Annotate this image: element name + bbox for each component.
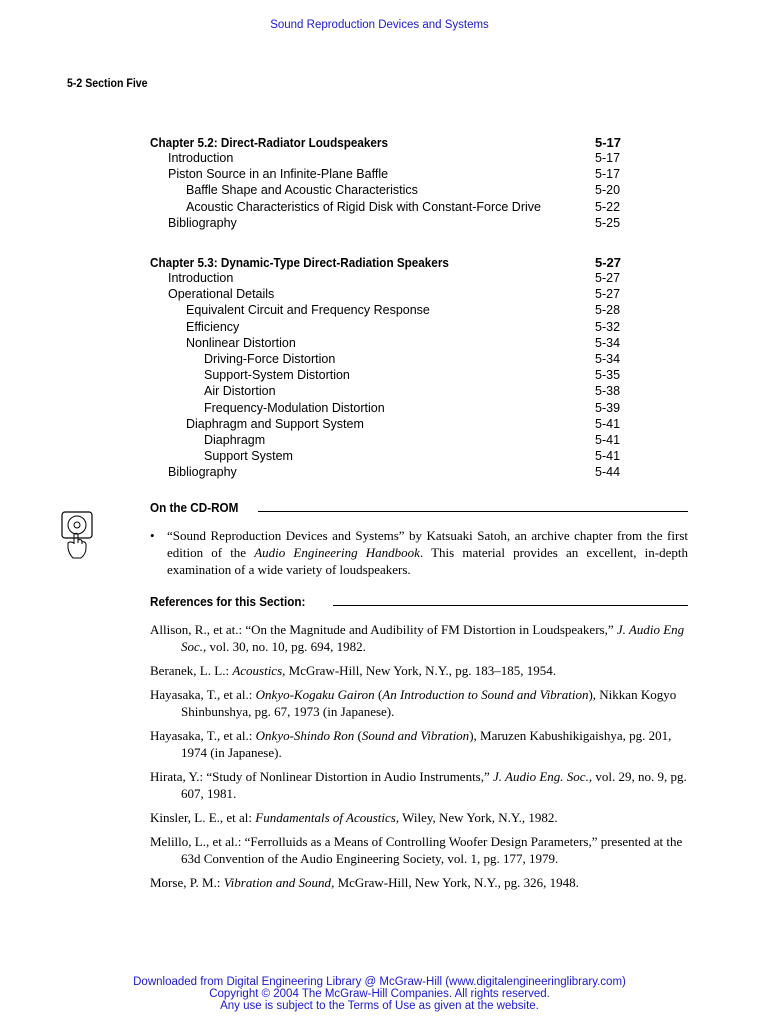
toc-entry: Driving-Force Distortion 5-34 <box>204 351 621 366</box>
footer-line-3[interactable]: Any use is subject to the Terms of Use as given at the website. <box>220 1000 539 1012</box>
toc-entry: Operational Details 5-27 <box>168 287 621 302</box>
footer-line-1[interactable]: Downloaded from Digital Engineering Library @ McGraw-Hill (www.digitalengineeringlibrary.com) <box>133 976 626 988</box>
reference-item: Beranek, L. L.: Acoustics, McGraw-Hill, New York, N.Y., pg. 183–185, 1954. <box>150 663 556 678</box>
reference-item: Morse, P. M.: Vibration and Sound, McGraw-Hill, New York, N.Y., pg. 326, 1948. <box>150 875 579 890</box>
toc-entry: Air Distortion 5-38 <box>204 384 621 399</box>
running-header-link[interactable]: Sound Reproduction Devices and Systems <box>270 19 489 31</box>
footer-line-2: Copyright © 2004 The McGraw-Hill Companies. All rights reserved. <box>209 988 550 1000</box>
reference-item: Melillo, L., et al.: “Ferrolluids as a Means of Controlling Woofer Design Parameters,” presented at the 63d Convention of the Audio Engineering Society, vol. 1, pg. 177, 1979. <box>150 834 683 866</box>
reference-item: Hayasaka, T., et al.: Onkyo-Kogaku Gairon (An Introduction to Sound and Vibration), Nikkan Kogyo Shinbunshya, pg. 67, 1973 (in Japanese). <box>150 687 677 719</box>
toc-entry: Equivalent Circuit and Frequency Response 5-28 <box>186 303 621 318</box>
toc-entry: Support System 5-41 <box>204 449 621 464</box>
toc-entry: Efficiency 5-32 <box>186 319 621 334</box>
toc-entry: Piston Source in an Infinite-Plane Baffle 5-17 <box>168 167 621 182</box>
footer <box>0 976 759 1012</box>
toc-entry: Nonlinear Distortion 5-34 <box>186 335 621 350</box>
heading-rule <box>258 511 688 512</box>
section-label: 5-2 Section Five <box>67 78 148 90</box>
toc-chapter-5-2 <box>150 128 622 231</box>
references-list <box>150 621 688 898</box>
cdrom-heading: On the CD-ROM <box>150 500 688 515</box>
toc-chapter-5-3 <box>150 248 622 480</box>
reference-item: Hirata, Y.: “Study of Nonlinear Distortion in Audio Instruments,” J. Audio Eng. Soc., vol. 29, no. 9, pg. 607, 1981. <box>150 769 687 801</box>
toc-entry: Introduction 5-17 <box>168 151 621 165</box>
references-heading: References for this Section: <box>150 594 688 609</box>
reference-item: Kinsler, L. E., et al: Fundamentals of Acoustics, Wiley, New York, N.Y., 1982. <box>150 810 558 825</box>
toc-entry: Diaphragm 5-41 <box>204 432 621 447</box>
toc-entry: Bibliography 5-44 <box>168 465 621 480</box>
toc-entry: Support-System Distortion 5-35 <box>204 368 621 383</box>
toc-entry: Frequency-Modulation Distortion 5-39 <box>204 400 621 415</box>
cdrom-item: • “Sound Reproduction Devices and Systems” by Katsuaki Satoh, an archive chapter from the first edition of the Audio Engineering Handbook. This material provides an excellent, in-depth examination of a wide variety of loudspeakers. <box>150 528 688 577</box>
toc-entry: Diaphragm and Support System 5-41 <box>186 416 621 431</box>
heading-rule <box>333 605 688 606</box>
toc-entry: Introduction 5-27 <box>168 271 621 285</box>
toc-entry: Bibliography 5-25 <box>168 215 621 230</box>
toc-entry: Acoustic Characteristics of Rigid Disk with Constant-Force Drive 5-22 <box>186 199 621 214</box>
toc-chapter-heading: Chapter 5.3: Dynamic-Type Direct-Radiation Speakers 5-27 <box>150 255 622 270</box>
toc-chapter-heading: Chapter 5.2: Direct-Radiator Loudspeakers 5-17 <box>150 135 622 150</box>
reference-item: Hayasaka, T., et al.: Onkyo-Shindo Ron (Sound and Vibration), Maruzen Kabushikigaishya, pg. 201, 1974 (in Japanese). <box>150 728 672 760</box>
toc-entry: Baffle Shape and Acoustic Characteristics 5-20 <box>186 183 621 198</box>
cd-hand-icon <box>60 510 96 560</box>
reference-item: Allison, R., et at.: “On the Magnitude and Audibility of FM Distortion in Loudspeakers,” J. Audio Eng Soc., vol. 30, no. 10, pg. 694, 1982. <box>150 622 685 654</box>
